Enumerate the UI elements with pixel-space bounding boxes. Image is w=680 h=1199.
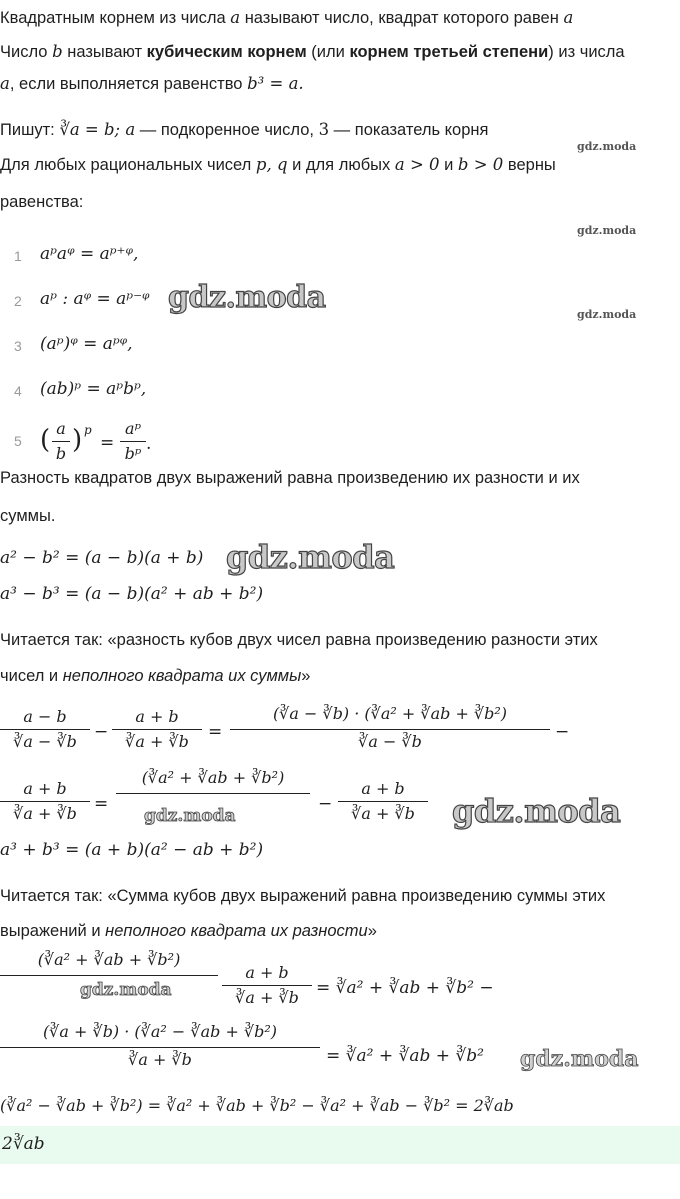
- period: .: [146, 434, 152, 454]
- paren-open: (: [40, 425, 51, 455]
- formula-sum-cubes: a³ + b³ = (a + b)(a² − ab + b²): [0, 840, 264, 860]
- fraction: a b: [52, 418, 70, 465]
- answer-value: 2∛ab: [2, 1134, 45, 1154]
- watermark-mid: gdz.moda: [80, 980, 172, 1000]
- watermark-mid: gdz.moda: [520, 1046, 639, 1072]
- list-item-number: 2: [14, 293, 22, 309]
- fraction: a − b ∛a − ∛b: [0, 706, 90, 753]
- formula-final: (∛a² − ∛ab + ∛b²) = ∛a² + ∛ab + ∛b² − ∛a² + ∛ab − ∛b² = 2∛ab: [0, 1096, 514, 1115]
- minus: −: [94, 722, 109, 742]
- fraction: a + b ∛a + ∛b: [338, 778, 428, 825]
- diff-squares-text: суммы.: [0, 507, 56, 525]
- watermark-small: gdz.moda: [577, 140, 637, 153]
- intro-line-3: a, если выполняется равенство b³ = a.: [0, 74, 304, 93]
- equals: =: [208, 722, 223, 742]
- exponent: p: [84, 423, 92, 437]
- formula-diff-cubes: a³ − b³ = (a − b)(a² + ab + b²): [0, 584, 264, 604]
- formula-rhs: = ∛a² + ∛ab + ∛b² −: [316, 978, 494, 998]
- intro-line-2: Число b называют кубическим корнем (или корнем третьей степени) из числа: [0, 42, 625, 61]
- watermark-mid: gdz.moda: [144, 806, 236, 826]
- answer-box: [0, 1126, 680, 1164]
- list-item-formula: aᵖaᵠ = aᵖ⁺ᵠ,: [40, 244, 139, 264]
- equals: =: [100, 433, 115, 453]
- list-item-formula: (ab)ᵖ = aᵖbᵖ,: [40, 379, 147, 399]
- fraction: (∛a − ∛b) · (∛a² + ∛ab + ∛b²) ∛a − ∛b: [230, 700, 550, 753]
- list-item-number: 4: [14, 383, 22, 399]
- fraction: (∛a + ∛b) · (∛a² − ∛ab + ∛b²) ∛a + ∛b: [0, 1018, 320, 1071]
- intro-line-6: равенства:: [0, 193, 84, 211]
- formula-rhs: = ∛a² + ∛ab + ∛b²: [326, 1046, 484, 1066]
- intro-line-5: Для любых рациональных чисел p, q и для любых a > 0 и b > 0 верны: [0, 155, 556, 174]
- watermark-big: gdz.moda: [226, 538, 395, 576]
- list-item-number: 5: [14, 433, 22, 449]
- formula-diff-squares: a² − b² = (a − b)(a + b): [0, 548, 204, 568]
- fraction: (∛a² + ∛ab + ∛b²): [0, 946, 218, 999]
- minus: −: [318, 794, 333, 814]
- watermark-small: gdz.moda: [577, 308, 637, 321]
- fraction: a + b ∛a + ∛b: [222, 962, 312, 1009]
- diff-squares-text: Разность квадратов двух выражений равна произведению их разности и их: [0, 469, 580, 487]
- paren-close: ): [72, 425, 83, 455]
- reads-text: Читается так: «Сумма кубов двух выражений равна произведению суммы этих: [0, 887, 606, 905]
- reads-text: выражений и неполного квадрата их разности»: [0, 922, 377, 940]
- fraction: aᵖ bᵖ: [120, 418, 146, 465]
- fraction: (∛a² + ∛ab + ∛b²): [116, 764, 310, 817]
- equals: =: [94, 794, 109, 814]
- fraction: a + b ∛a + ∛b: [112, 706, 202, 753]
- list-item-formula: aᵖ : aᵠ = aᵖ⁻ᵠ: [40, 289, 150, 309]
- watermark-big: gdz.moda: [452, 792, 621, 830]
- list-item-number: 1: [14, 248, 22, 264]
- intro-line-4: Пишут: ∛a = b; a — подкоренное число, 3 — показатель корня: [0, 120, 489, 139]
- minus: −: [555, 722, 570, 742]
- reads-text: чисел и неполного квадрата их суммы»: [0, 667, 311, 685]
- list-item-formula: (aᵖ)ᵠ = aᵖᵠ,: [40, 334, 133, 354]
- watermark-small: gdz.moda: [577, 224, 637, 237]
- fraction: a + b ∛a + ∛b: [0, 778, 90, 825]
- watermark-big: gdz.moda: [168, 280, 326, 315]
- reads-text: Читается так: «разность кубов двух чисел равна произведению разности этих: [0, 631, 598, 649]
- list-item-number: 3: [14, 338, 22, 354]
- intro-line-1: Квадратным корнем из числа a называют число, квадрат которого равен a: [0, 8, 574, 27]
